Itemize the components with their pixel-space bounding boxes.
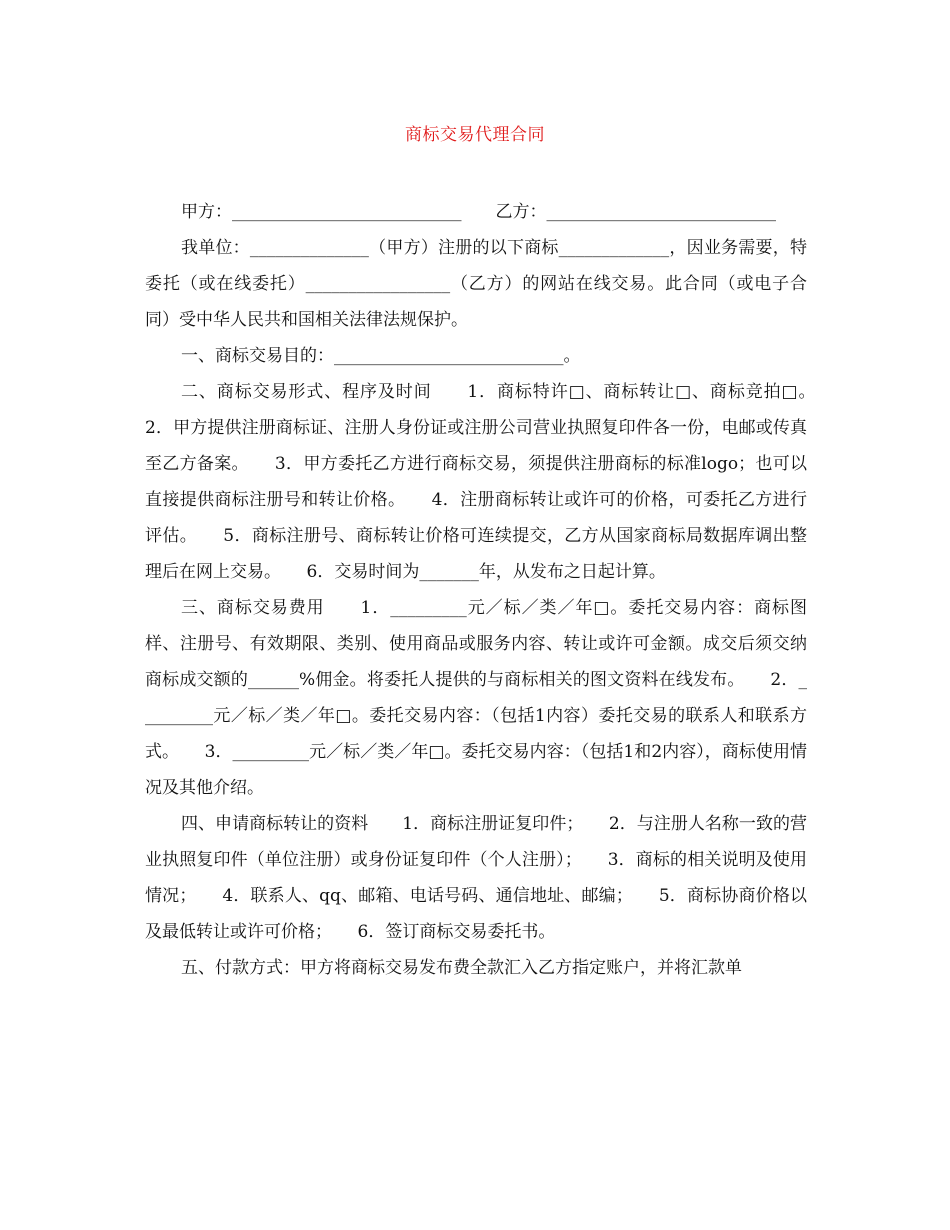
section-5-payment: 五、付款方式：甲方将商标交易发布费全款汇入乙方指定账户，并将汇款单 <box>181 958 742 978</box>
section-2-form-procedure: 二、商标交易形式、程序及时间 1．商标特许□、商标转让□、商标竞拍□。 2．甲方提供注册商标证、注册人身份证或注册公司营业执照复印件各一份，电邮或传真至乙方备案。 3．甲方委托乙方进行商标交易，须提供注册商标的标准logo；也可以直接提供商标注册号和转让价格。 4．注册商标转让或许可的价格，可委托乙方进行评估。 5．商标注册号、商标转让价格可连续提交，乙方从国家商标局数据库调出整理后在网上交易。 6．交易时间为_______年，从发布之日起计算。 <box>145 382 841 582</box>
section-1-purpose: 一、商标交易目的：___________________________。 <box>181 346 581 366</box>
document-body <box>145 194 841 986</box>
intro-paragraph: 我单位：______________（甲方）注册的以下商标_____________，因业务需要，特委托（或在线委托）_________________（乙方）的网站在线交易。此合同（或电子合同）受中华人民共和国相关法律法规保护。 <box>145 238 807 330</box>
parties-line: 甲方：___________________________ 乙方：___________________________ <box>181 202 776 222</box>
document-title: 商标交易代理合同 <box>405 125 545 145</box>
section-3-fees: 三、商标交易费用 1．_________元／标／类／年□。委托交易内容：商标图样、注册号、有效期限、类别、使用商品或服务内容、转让或许可金额。成交后须交纳商标成交额的______%佣金。将委托人提供的与商标相关的图文资料在线发布。 2．_________元／标／类／年□。委托交易内容：（包括1内容）委托交易的联系人和联系方式。 3．_________元／标／类／年□。委托交易内容：（包括1和2内容），商标使用情况及其他介绍。 <box>145 598 807 798</box>
section-4-materials: 四、申请商标转让的资料 1．商标注册证复印件； 2．与注册人名称一致的营业执照复印件（单位注册）或身份证复印件（个人注册）； 3．商标的相关说明及使用情况； 4．联系人、qq、邮箱、电话号码、通信地址、邮编； 5．商标协商价格以及最低转让或许可价格； 6．签订商标交易委托书。 <box>145 814 807 942</box>
